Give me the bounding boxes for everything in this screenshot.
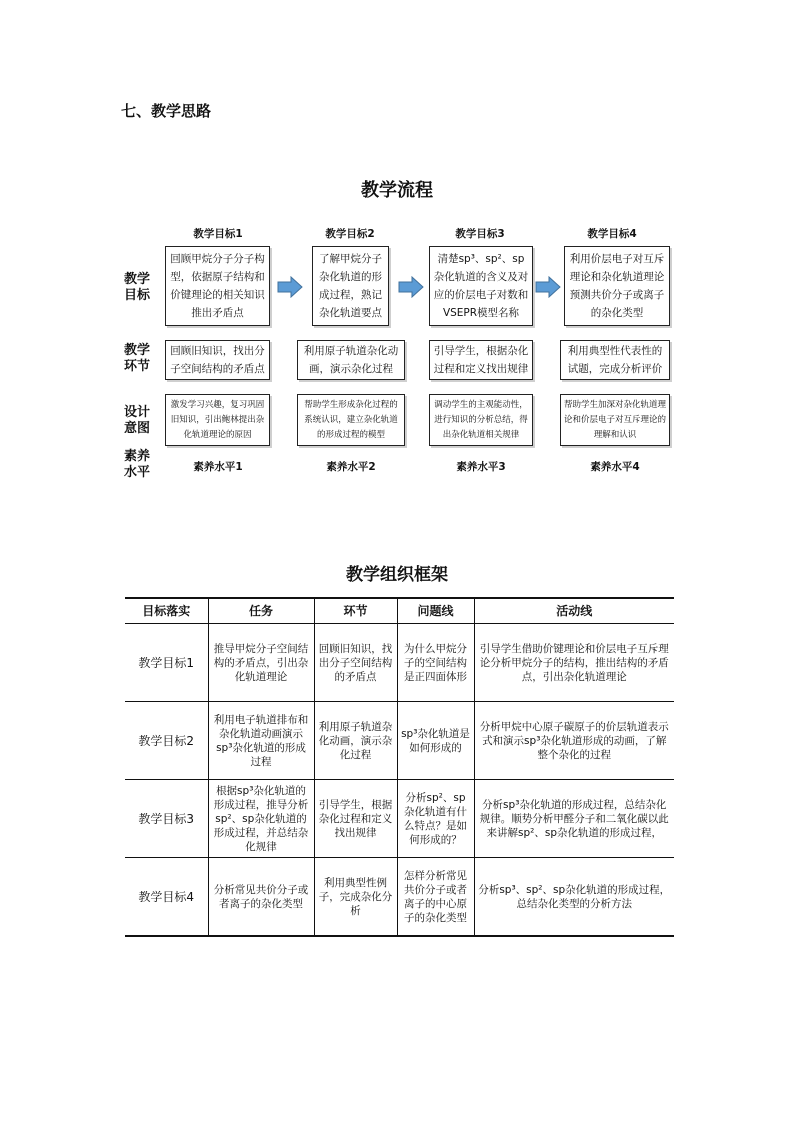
flow-title: 教学流程 <box>361 180 433 201</box>
intent-box-2: 帮助学生形成杂化过程的系统认识，建立杂化轨道的形成过程的模型 <box>297 394 405 446</box>
header-activity: 活动线 <box>474 598 674 624</box>
row-label-level: 素养 水平 <box>124 449 151 480</box>
table-row <box>125 702 674 780</box>
level-1: 素养水平1 <box>193 461 243 473</box>
link-box-3: 引导学生，根据杂化过程和定义找出规律 <box>429 340 533 380</box>
arrow-right-icon <box>277 276 303 298</box>
table-cell: 引导学生，根据杂化过程和定义找出规律 <box>314 780 397 858</box>
arrow-right-icon <box>398 276 424 298</box>
table-cell: 教学目标1 <box>125 624 208 702</box>
intent-box-4: 帮助学生加深对杂化轨道理论和价层电子对互斥理论的理解和认识 <box>560 394 670 446</box>
row-label-link: 教学 环节 <box>124 343 151 374</box>
table-cell: 分析sp²、sp杂化轨道有什么特点？是如何形成的？ <box>397 780 474 858</box>
framework-title: 教学组织框架 <box>346 565 448 585</box>
level-2: 素养水平2 <box>326 461 376 473</box>
table-cell: 回顾旧知识，找出分子空间结构的矛盾点 <box>314 624 397 702</box>
table-row <box>125 780 674 858</box>
link-box-2: 利用原子轨道杂化动画，演示杂化过程 <box>297 340 405 380</box>
level-4: 素养水平4 <box>590 461 640 473</box>
table-cell: 推导甲烷分子空间结构的矛盾点，引出杂化轨道理论 <box>208 624 314 702</box>
table-cell: 利用电子轨道排布和杂化轨道动画演示sp³杂化轨道的形成过程 <box>208 702 314 780</box>
table-row <box>125 624 674 702</box>
link-box-4: 利用典型性代表性的试题，完成分析评价 <box>560 340 670 380</box>
goal-label-2: 教学目标2 <box>325 228 375 240</box>
table-cell: 分析常见共价分子或者离子的杂化类型 <box>208 858 314 937</box>
table-header-row <box>125 598 674 624</box>
table-cell: 利用典型性例子，完成杂化分析 <box>314 858 397 937</box>
goal-box-4: 利用价层电子对互斥理论和杂化轨道理论预测共价分子或离子的杂化类型 <box>564 246 670 326</box>
intent-box-3: 调动学生的主观能动性，进行知识的分析总结，得出杂化轨道相关规律 <box>429 394 533 446</box>
table-cell: 根据sp³杂化轨道的形成过程，推导分析sp²、sp杂化轨道的形成过程，并总结杂化规律 <box>208 780 314 858</box>
framework-table <box>125 597 674 937</box>
header-task: 任务 <box>208 598 314 624</box>
header-question: 问题线 <box>397 598 474 624</box>
arrow-right-icon <box>535 276 561 298</box>
row-label-intent: 设计 意图 <box>124 405 151 436</box>
table-cell: 分析sp³杂化轨道的形成过程，总结杂化规律。顺势分析甲醛分子和二氧化碳以此来讲解sp²、sp杂化轨道的形成过程， <box>474 780 674 858</box>
table-cell: 引导学生借助价键理论和价层电子互斥理论分析甲烷分子的结构，推出结构的矛盾点，引出杂化轨道理论 <box>474 624 674 702</box>
row-label-goal: 教学 目标 <box>124 272 151 303</box>
header-link: 环节 <box>314 598 397 624</box>
goal-label-1: 教学目标1 <box>193 228 243 240</box>
table-cell: 分析甲烷中心原子碳原子的价层轨道表示式和演示sp³杂化轨道形成的动画，了解整个杂化的过程 <box>474 702 674 780</box>
table-cell: 利用原子轨道杂化动画，演示杂化过程 <box>314 702 397 780</box>
goal-box-1: 回顾甲烷分子分子构型，依据原子结构和价键理论的相关知识推出矛盾点 <box>165 246 270 326</box>
table-cell: 教学目标4 <box>125 858 208 937</box>
table-cell: 分析sp³、sp²、sp杂化轨道的形成过程，总结杂化类型的分析方法 <box>474 858 674 937</box>
table-cell: 教学目标3 <box>125 780 208 858</box>
goal-label-3: 教学目标3 <box>455 228 505 240</box>
goal-box-3: 清楚sp³、sp²、sp杂化轨道的含义及对应的价层电子对数和VSEPR模型名称 <box>429 246 533 326</box>
table-cell: 教学目标2 <box>125 702 208 780</box>
table-row <box>125 858 674 937</box>
header-goal: 目标落实 <box>125 598 208 624</box>
table-cell: 为什么甲烷分子的空间结构是正四面体形 <box>397 624 474 702</box>
table-cell: sp³杂化轨道是如何形成的 <box>397 702 474 780</box>
goal-label-4: 教学目标4 <box>587 228 637 240</box>
level-3: 素养水平3 <box>456 461 506 473</box>
goal-box-2: 了解甲烷分子杂化轨道的形成过程，熟记杂化轨道要点 <box>312 246 389 326</box>
intent-box-1: 激发学习兴趣，复习巩固旧知识，引出鲍林提出杂化轨道理论的原因 <box>165 394 270 446</box>
section-title: 七、教学思路 <box>121 102 212 120</box>
link-box-1: 回顾旧知识，找出分子空间结构的矛盾点 <box>165 340 270 380</box>
table-cell: 怎样分析常见共价分子或者离子的中心原子的杂化类型 <box>397 858 474 937</box>
